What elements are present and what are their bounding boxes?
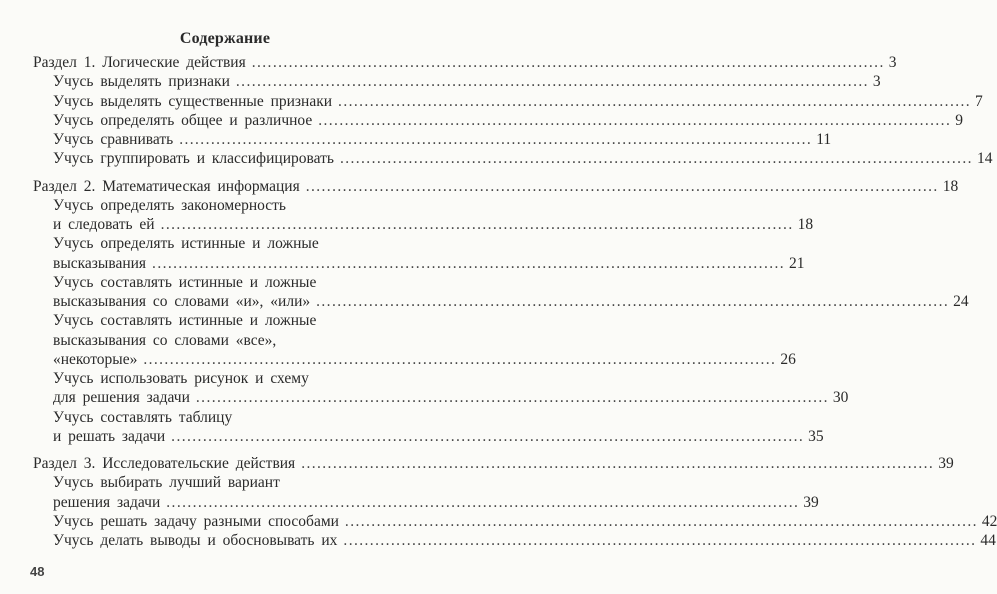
dot-leader: ........................................................................................................................: [339, 150, 973, 168]
toc-entry-page: 39: [803, 493, 819, 511]
toc-entry: [53, 72, 881, 92]
toc-entry: [53, 273, 431, 293]
toc-entry-title: Учусь решать задачу разными способами: [53, 512, 339, 530]
toc-entry-title: высказывания со словами «все»,: [53, 331, 277, 349]
toc-entry: [53, 111, 963, 131]
toc-entry: [53, 196, 431, 216]
toc-entry: [53, 331, 431, 351]
toc-entry-title: Учусь определять общее и различное: [53, 111, 313, 129]
toc-entry-title: Учусь выбирать лучший вариант: [53, 474, 280, 492]
toc-entry-page: 42: [981, 512, 997, 530]
toc-entry: [53, 531, 996, 551]
toc-entry: [53, 311, 431, 331]
dot-leader: ........................................................................................................................: [143, 350, 777, 368]
toc-entry-title: Учусь использовать рисунок и схему: [53, 370, 309, 387]
dot-leader: ........................................................................................................................: [343, 532, 977, 549]
toc-entry-page: 21: [789, 254, 805, 272]
toc-entry: [53, 350, 796, 370]
toc-entry-title: решения задачи: [53, 493, 161, 511]
toc-entry-page: 44: [980, 532, 996, 549]
toc-entry: [33, 454, 954, 474]
toc-entry-title: «некоторые»: [53, 350, 138, 368]
toc-entry-title: Учусь составлять истинные и ложные: [53, 273, 317, 291]
toc-entry-title: Учусь определять истинные и ложные: [53, 235, 319, 253]
toc-entry-page: 14: [976, 150, 993, 168]
toc-entry-page: 3: [872, 73, 881, 91]
toc-entry: [53, 92, 983, 112]
toc-entry-title: для решения задачи: [53, 389, 190, 407]
dot-leader: ........................................................................................................................: [301, 455, 935, 472]
toc-entry-title: Учусь делать выводы и обосновывать их: [53, 532, 338, 549]
dot-leader: ........................................................................................................................: [305, 177, 939, 195]
toc-entry: [53, 254, 805, 274]
toc-entry-title: Учусь определять закономерность: [53, 196, 286, 214]
toc-entry-title: высказывания: [53, 254, 147, 272]
toc-entry-page: 18: [942, 177, 959, 195]
toc-entry: [53, 512, 997, 532]
toc-entry-page: 7: [975, 92, 983, 110]
toc-entry: [53, 369, 431, 389]
toc-entry-title: Учусь сравнивать: [53, 131, 174, 148]
toc-entry: [53, 473, 431, 493]
toc-entry-page: 26: [780, 350, 796, 368]
dot-leader: ........................................................................................................................: [338, 92, 972, 110]
dot-leader: ........................................................................................................................: [195, 389, 829, 407]
toc-entry: [33, 53, 897, 73]
toc-entry-page: 11: [816, 131, 832, 148]
toc-entry: [53, 234, 431, 254]
toc-entry-page: 35: [808, 427, 824, 445]
toc-entry-page: 39: [938, 455, 954, 472]
toc-entry-page: 18: [797, 216, 814, 233]
dot-leader: ........................................................................................................................: [179, 131, 813, 148]
toc-entry-title: Раздел 1. Логические действия: [33, 54, 246, 71]
toc-entry-page: 9: [955, 111, 963, 129]
toc-entry-title: Раздел 3. Исследовательские действия: [33, 455, 296, 472]
toc-entry-title: Учусь выделять признаки: [53, 73, 230, 91]
toc-entry-title: и следовать ей: [53, 216, 155, 233]
dot-leader: ........................................................................................................................: [318, 111, 952, 129]
toc-entry-title: Учусь составлять таблицу: [53, 408, 233, 426]
toc-entry-title: Раздел 2. Математическая информация: [33, 177, 300, 195]
toc-entry: [53, 408, 431, 428]
toc-entry-page: 30: [832, 389, 849, 407]
toc-entry-title: Учусь группировать и классифицировать: [53, 150, 334, 168]
toc-entry: [53, 493, 819, 513]
dot-leader: ........................................................................................................................: [251, 54, 885, 71]
dot-leader: ........................................................................................................................: [171, 427, 805, 445]
dot-leader: ........................................................................................................................: [152, 254, 786, 272]
toc-entry: [53, 292, 969, 312]
page-title: Содержание: [179, 30, 271, 47]
toc-entry-title: высказывания со словами «и», «или»: [53, 293, 311, 310]
toc-entry: [53, 149, 993, 169]
toc-entry: [53, 427, 824, 447]
dot-leader: ........................................................................................................................: [166, 493, 800, 511]
toc-entry: [33, 177, 959, 197]
toc-entry-page: 24: [953, 293, 969, 310]
toc-entry-title: Учусь составлять истинные и ложные: [53, 312, 317, 330]
toc-entry-page: 3: [888, 54, 897, 71]
toc-entry: [53, 388, 849, 408]
dot-leader: ........................................................................................................................: [160, 216, 794, 233]
dot-leader: ........................................................................................................................: [344, 512, 978, 530]
toc-entry-title: Учусь выделять существенные признаки: [53, 92, 333, 110]
page-number: 48: [30, 564, 45, 579]
toc-entry: [53, 130, 832, 150]
dot-leader: ........................................................................................................................: [235, 73, 869, 91]
toc-entry-title: и решать задачи: [53, 427, 166, 445]
dot-leader: ........................................................................................................................: [316, 293, 950, 310]
toc-entry: [53, 215, 814, 235]
